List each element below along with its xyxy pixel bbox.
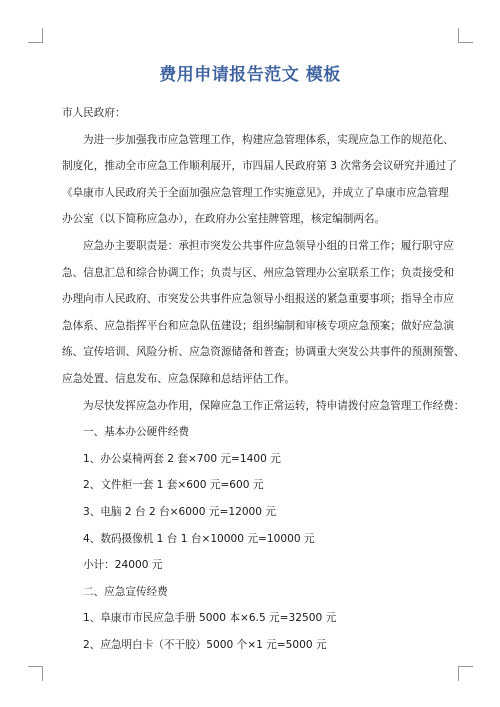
page-corner-mark-top-left [28, 28, 43, 43]
expense-item: 1、办公桌椅两套 2 套×700 元=1400 元 [83, 452, 281, 465]
paragraph-line: 为进一步加强我市应急管理工作，构建应急管理体系，实现应急工作的规范化、 [83, 133, 454, 146]
paragraph-line: 急、信息汇总和综合协调工作；负责与区、州应急管理办公室联系工作；负责接受和 [62, 266, 454, 279]
subtotal: 小计：24000 元 [83, 559, 163, 572]
expense-item: 1、阜康市市民应急手册 5000 本×6.5 元=32500 元 [83, 612, 337, 625]
expense-item: 4、数码摄像机 1 台 1 台×10000 元=10000 元 [83, 532, 315, 545]
paragraph-line: 办公室（以下简称应急办），在政府办公室挂牌管理，核定编制两名。 [62, 213, 386, 226]
paragraph-line: 应急处置、信息发布、应急保障和总结评估工作。 [62, 372, 296, 385]
paragraph-line: 急体系、应急指挥平台和应急队伍建设；组织编制和审核专项应急预案；做好应急演 [62, 319, 454, 332]
paragraph-line: 《阜康市人民政府关于全面加强应急管理工作实施意见》，并成立了阜康市应急管理 [62, 186, 449, 199]
salutation: 市人民政府： [62, 107, 126, 119]
section-heading: 二、应急宣传经费 [83, 585, 168, 598]
expense-item: 2、文件柜一套 1 套×600 元=600 元 [83, 479, 264, 492]
paragraph-line: 应急办主要职责是：承担市突发公共事件应急领导小组的日常工作；履行职守应 [83, 239, 454, 252]
page-corner-mark-top-right [458, 28, 473, 43]
expense-item: 2、应急明白卡（不干胶）5000 个×1 元=5000 元 [83, 638, 327, 651]
paragraph-line: 办理向市人民政府、市突发公共事件应急领导小组报送的紧急重要事项；指导全市应 [62, 293, 454, 306]
document-body [62, 100, 465, 658]
page-corner-mark-bottom-right [458, 666, 473, 681]
paragraph-line: 制度化，推动全市应急工作顺利展开，市四届人民政府第 3 次常务会议研究并通过了 [62, 160, 457, 173]
paragraph-line: 练、宣传培训、风险分析、应急资源储备和普查；协调重大突发公共事件的预测预警、 [62, 346, 465, 359]
page-corner-mark-bottom-left [28, 666, 43, 681]
paragraph-line: 为尽快发挥应急办作用，保障应急工作正常运转，特申请拨付应急管理工作经费： [83, 399, 465, 412]
section-heading: 一、基本办公硬件经费 [83, 426, 189, 439]
document-title: 费用申请报告范文 模板 [159, 65, 341, 85]
expense-item: 3、电脑 2 台 2 台×6000 元=12000 元 [83, 505, 276, 518]
